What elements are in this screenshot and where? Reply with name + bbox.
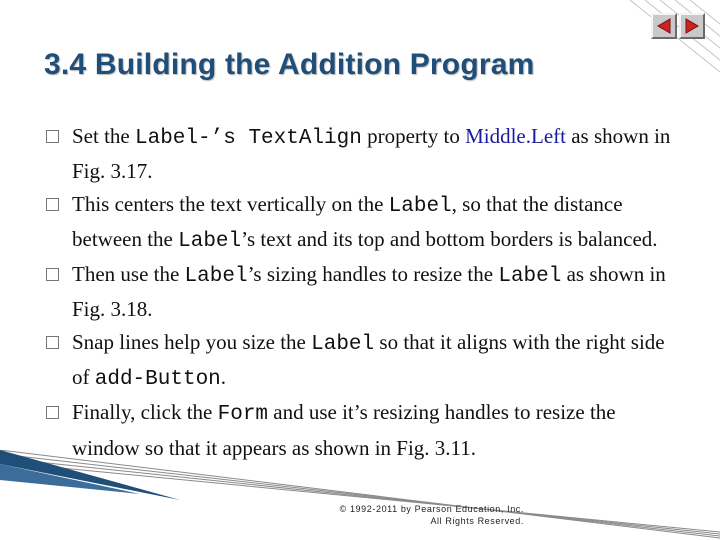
- code-label: Label: [498, 265, 562, 289]
- bullet-text: as shown in Fig. 3.18.: [72, 262, 666, 322]
- bullet-text: and use it’s resizing handles to resize the window so that it appears as shown in Fig. 3.11.: [72, 400, 616, 460]
- bullet-text: Finally, click the: [72, 400, 218, 425]
- triangle-left-icon: [655, 17, 673, 35]
- code-label: Label: [388, 194, 452, 218]
- bullet-item: [46, 326, 686, 397]
- bullet-text: so that it aligns with the right side of: [72, 329, 665, 390]
- bullet-text: .: [220, 365, 227, 390]
- code-suffix: -’s: [198, 127, 249, 150]
- slide-navigation: [651, 13, 705, 39]
- bullet-text: , so that the distance between the: [72, 191, 623, 251]
- code-add-button: add-Button: [94, 368, 221, 392]
- bullet-text: Snap lines help you size the: [72, 329, 312, 354]
- copyright-line: All Rights Reserved.: [430, 516, 524, 526]
- bullet-text: as shown in Fig. 3.17.: [72, 124, 671, 184]
- bullet-text: property to: [361, 124, 466, 148]
- bullet-text: ’s sizing handles to resize the: [247, 262, 499, 287]
- bullet-list: [46, 120, 686, 464]
- bullet-text: Then use the: [72, 262, 185, 287]
- next-slide-button[interactable]: [679, 13, 705, 39]
- property-value-middle-left: Middle.Left: [465, 124, 566, 148]
- bullet-item: [46, 120, 686, 188]
- slide-title: 3.4 Building the Addition Program: [44, 48, 535, 81]
- bullet-text: Set the: [72, 124, 135, 148]
- code-label: Label: [311, 332, 375, 356]
- copyright-line: © 1992-2011 by Pearson Education, Inc.: [339, 504, 524, 514]
- code-form: Form: [217, 403, 269, 427]
- code-label: Label: [184, 265, 248, 289]
- bullet-text: ’s text and its top and bottom borders is balanced.: [241, 226, 658, 251]
- square-bullet-icon: [46, 268, 59, 281]
- corner-decoration: [570, 0, 720, 80]
- previous-slide-button[interactable]: [651, 13, 677, 39]
- square-bullet-icon: [46, 198, 59, 211]
- code-textalign: TextAlign: [248, 127, 362, 150]
- bullet-item: [46, 258, 686, 326]
- code-label: Label: [178, 229, 242, 253]
- triangle-right-icon: [683, 17, 701, 35]
- copyright-notice: [320, 503, 524, 527]
- square-bullet-icon: [46, 336, 59, 349]
- square-bullet-icon: [46, 406, 59, 419]
- code-label: Label: [135, 127, 199, 150]
- bullet-text: This centers the text vertically on the: [72, 191, 389, 216]
- square-bullet-icon: [46, 130, 59, 143]
- bullet-item: [46, 188, 686, 259]
